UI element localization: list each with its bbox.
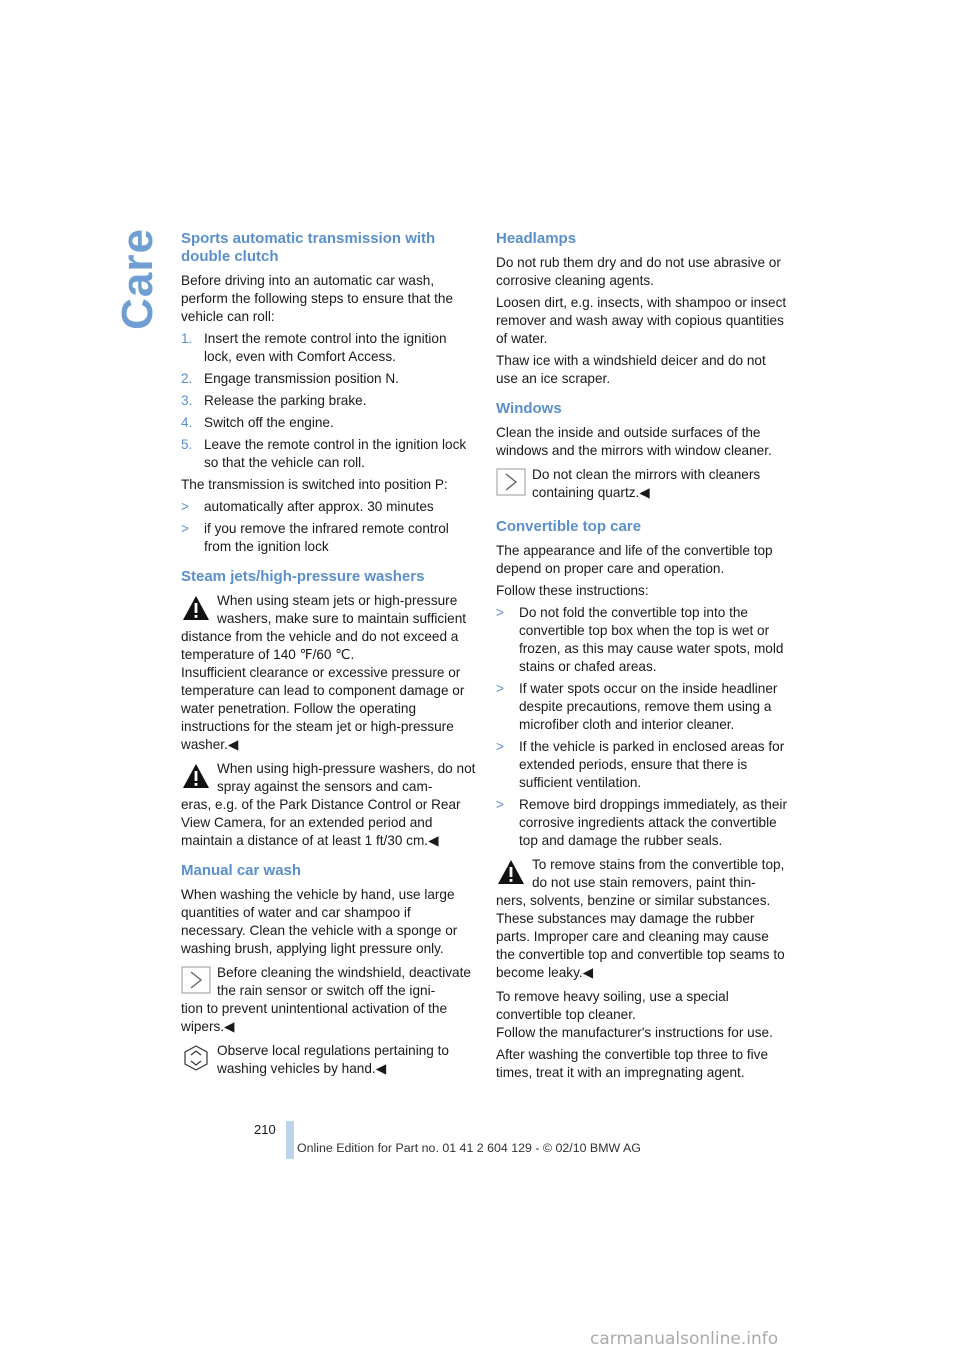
windows-p1: Clean the inside and outside surfaces of the windows and the mirrors with window cleaner. [496,425,772,458]
list-item: > Do not fold the convertible top into the convertible top box when the top is wet or frozen, as this may cause water spots, mold stains or chafed areas. [496,605,784,674]
list-item: 4. Switch off the engine. [181,415,334,430]
windows-heading: Windows [496,400,562,417]
sports-after-text: The transmission is switched into position P: [181,477,448,492]
headlamps-p2: Loosen dirt, e.g. insects, with shampoo or insect remover and wash away with copious quantities of water. [496,295,787,346]
note-icon [181,966,211,994]
list-item: 2. Engage transmission position N. [181,371,399,386]
list-item: > automatically after approx. 30 minutes [181,499,434,514]
sports-bullets [181,498,476,556]
warning-icon [496,858,526,886]
list-item: > If the vehicle is parked in enclosed areas for extended periods, ensure that there is sufficient ventilation. [496,739,785,790]
headlamps-p3: Thaw ice with a windshield deicer and do not use an ice scraper. [496,353,766,386]
convertible-bullets [496,604,791,850]
footer-bar [286,1121,294,1159]
convertible-p3: To remove heavy soiling, use a special convertible top cleaner. [496,989,729,1022]
list-item: 3. Release the parking brake. [181,393,367,408]
list-item: > if you remove the infrared remote control from the ignition lock [181,521,449,554]
mirror-note: Do not clean the mirrors with cleaners containing quartz.◀ [496,466,791,506]
list-item: > Remove bird droppings immediately, as their corrosive ingredients attack the convertible top and damage the rubber seals. [496,797,787,848]
environment-note: Observe local regulations pertaining to washing vehicles by hand.◀ [181,1042,476,1082]
sports-steps-list [181,330,476,472]
headlamps-heading: Headlamps [496,230,577,247]
sports-transmission-heading: Sports automatic transmission with double clutch [181,230,436,265]
stain-warning: To remove stains from the convertible top, do not use stain removers, paint thin- ners, solvents, benzine or similar substances. These substances may damage the rubber parts. Improper care and cleaning may cause the convertible top and convertible top seams to become leaky.◀ [496,857,785,980]
steam-heading: Steam jets/high-pressure washers [181,568,425,585]
headlamps-p1: Do not rub them dry and do not use abrasive or corrosive cleaning agents. [496,255,781,288]
convertible-p2: Follow these instructions: [496,583,649,598]
list-item: 1. Insert the remote control into the ignition lock, even with Comfort Access. [181,331,447,364]
windshield-note: Before cleaning the windshield, deactivate the rain sensor or switch off the igni- tion to prevent unintentional activation of the wipers.◀ [181,965,471,1034]
pressure-warning: When using high-pressure washers, do not spray against the sensors and cam- eras, e.g. of the Park Distance Control or Rear View Camera, for an extended period and maintain a distance of at least 1 ft/30 cm.◀ [181,761,476,848]
convertible-p1: The appearance and life of the convertible top depend on proper care and operation. [496,543,773,576]
warning-icon [181,594,211,622]
page-number: 210 [254,1122,276,1137]
section-tab: Care [113,228,162,330]
warning-icon [181,762,211,790]
manual-wash-heading: Manual car wash [181,862,302,879]
left-column [181,230,476,1088]
note-icon [496,468,526,496]
convertible-heading: Convertible top care [496,518,642,535]
environment-icon [181,1044,211,1072]
sports-intro: Before driving into an automatic car wash, perform the following steps to ensure that the vehicle can roll: [181,273,454,324]
convertible-p5: After washing the convertible top three to five times, treat it with an impregnating agent. [496,1047,769,1080]
steam-warning: When using steam jets or high-pressure washers, make sure to maintain sufficient distance from the vehicle and do not exceed a temperature of 140 ℉/60 ℃. Insufficient clearance or excessive pressure or temperature can lead to component damage or water penetration. Follow the operating instructions for the steam jet or high-pressure washer.◀ [181,593,467,752]
watermark: carmanualsonline.info [590,1329,779,1349]
convertible-p4: Follow the manufacturer's instructions for use. [496,1025,773,1040]
list-item: > If water spots occur on the inside headliner despite precautions, remove them using a microfiber cloth and interior cleaner. [496,681,778,732]
manual-wash-text: When washing the vehicle by hand, use large quantities of water and car shampoo if necessary. Clean the vehicle with a sponge or washing brush, applying light pressure only. [181,887,458,956]
footer-edition: Online Edition for Part no. 01 41 2 604 129 - © 02/10 BMW AG [297,1141,641,1155]
list-item: 5. Leave the remote control in the ignition lock so that the vehicle can roll. [181,437,467,470]
right-column [496,230,791,1086]
